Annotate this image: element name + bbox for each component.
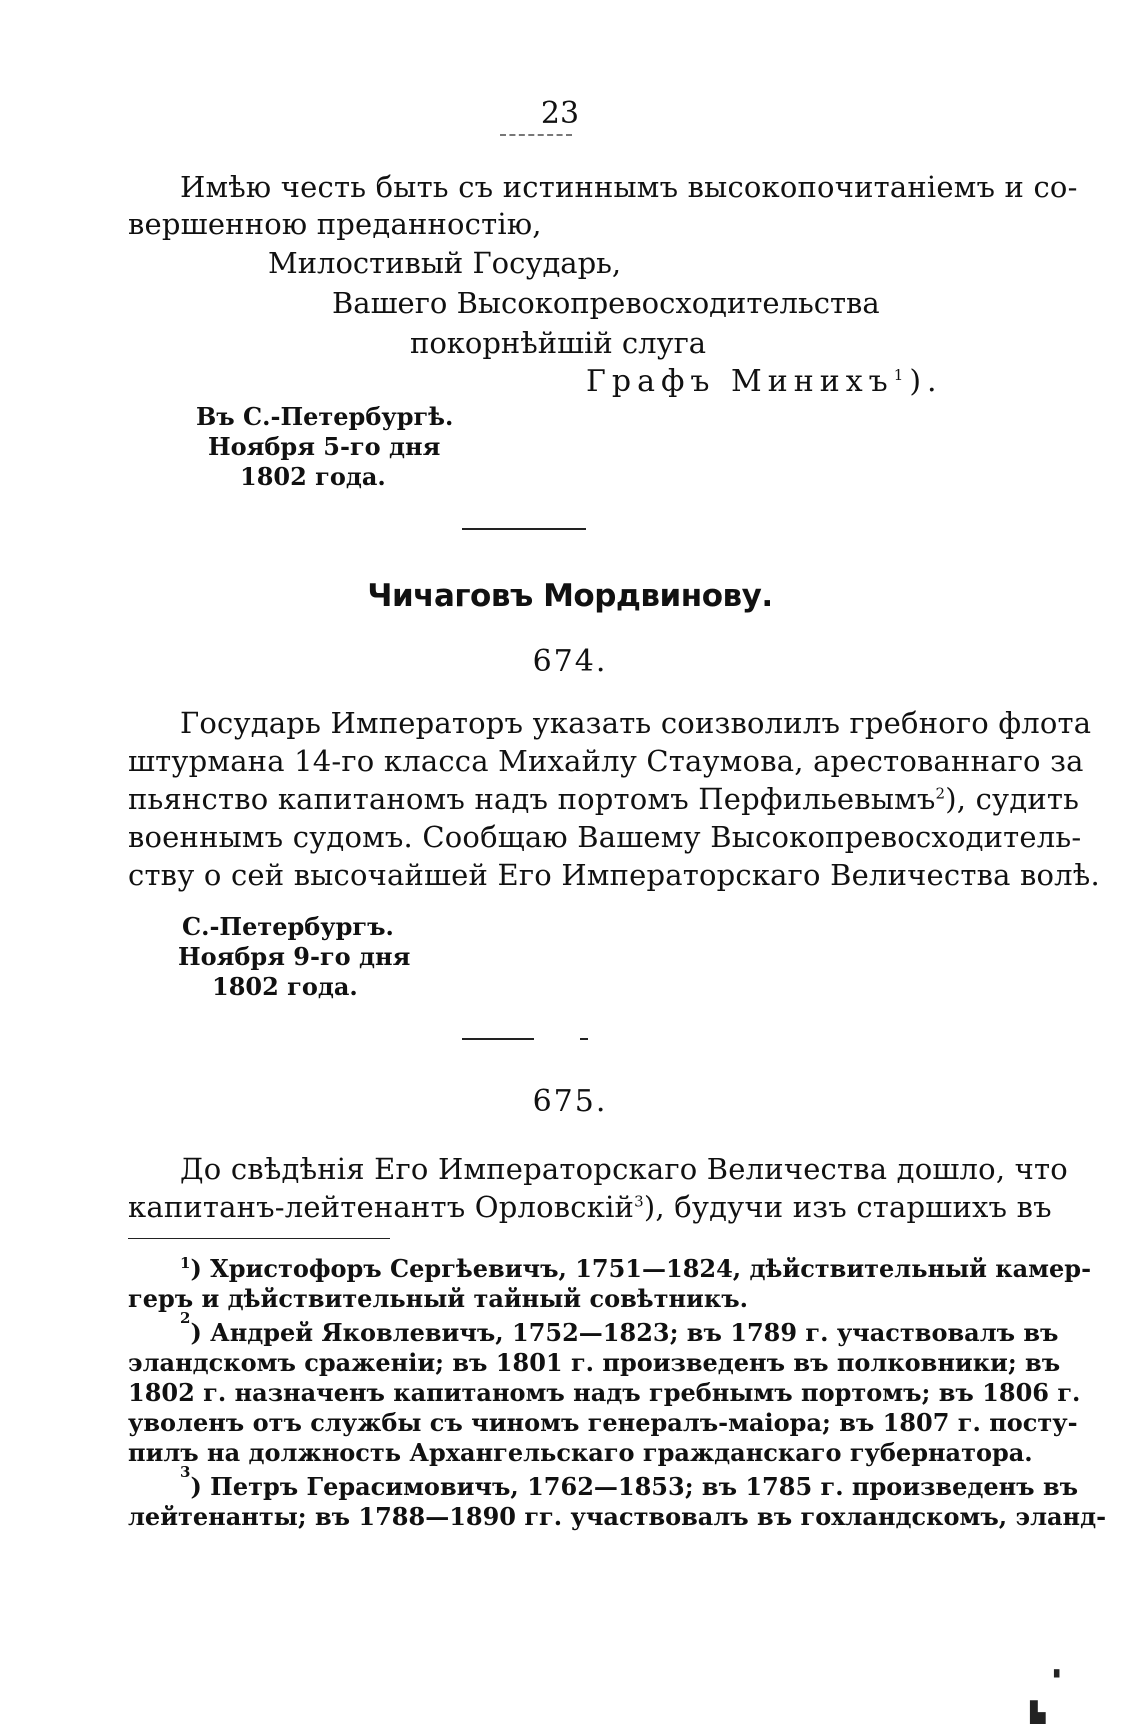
footnote-ref-3: 3: [634, 1192, 644, 1211]
doc-674-year: 1802 года.: [212, 972, 358, 1001]
letter1-line1: Имѣю честь быть съ истиннымъ высокопочитаніемъ и со-: [180, 170, 1078, 204]
footnote-2-line1-text: ) Андрей Яковлевичъ, 1752—1823; въ 1789 г. участвовалъ въ: [190, 1318, 1059, 1347]
section-divider-1: [462, 528, 586, 530]
footnote-1-line1-text: ) Христофоръ Сергѣевичъ, 1751—1824, дѣйствительный камер-: [190, 1254, 1092, 1283]
footnote-2-line2: эландскомъ сраженіи; въ 1801 г. произведенъ въ полковники; въ: [128, 1348, 1061, 1377]
letter1-year: 1802 года.: [240, 462, 386, 491]
letter1-excellency: Вашего Высокопревосходительства: [332, 286, 880, 320]
doc-674-line2: штурмана 14-го класса Михайлу Стаумова, арестованнаго за: [128, 744, 1084, 778]
footnote-2-line3: 1802 г. назначенъ капитаномъ надъ гребнымъ портомъ; въ 1806 г.: [128, 1378, 1081, 1407]
letter1-line2: вершенною преданностію,: [128, 207, 542, 241]
footnote-1-line2: геръ и дѣйствительный тайный совѣтникъ.: [128, 1284, 748, 1313]
footnote-1-marker: 1: [180, 1254, 191, 1272]
letter1-date: Ноября 5-го дня: [208, 432, 441, 461]
scan-mark-small: ▖: [1054, 1662, 1065, 1678]
doc-675-line2-text: капитанъ-лейтенантъ Орловскій: [128, 1190, 635, 1224]
letter1-servant: покорнѣйшій слуга: [410, 326, 707, 360]
doc-675-line2-lead: [128, 1190, 644, 1224]
page-number: 23: [540, 96, 580, 131]
letter-heading: Чичаговъ Мордвинову.: [367, 578, 773, 614]
letter1-signature-line: [586, 364, 943, 399]
doc-674-line3-post: ), судить: [945, 782, 1080, 816]
doc-674-line5: ству о сей высочайшей Его Императорскаго Величества волѣ.: [128, 858, 1100, 892]
letter1-signature-close: ).: [909, 364, 943, 399]
footnote-2-marker: 2: [180, 1309, 191, 1327]
footnote-2-line1: [180, 1309, 1059, 1347]
doc-675-number: 675.: [532, 1084, 608, 1119]
footnote-2-line4: уволенъ отъ службы съ чиномъ генералъ-маіора; въ 1807 г. посту-: [128, 1408, 1078, 1437]
section-divider-2-tail: [580, 1038, 588, 1040]
footnote-separator: [128, 1238, 390, 1239]
page-number-rule: [500, 134, 572, 136]
letter1-place: Въ С.-Петербургѣ.: [196, 402, 454, 431]
doc-674-line1: Государь Императоръ указать соизволилъ гребного флота: [180, 706, 1092, 740]
footnote-1-line1: [180, 1254, 1092, 1283]
doc-674-date: Ноября 9-го дня: [178, 942, 411, 971]
doc-674-line3: [128, 782, 1080, 816]
footnote-2-line5: пилъ на должность Архангельскаго гражданскаго губернатора.: [128, 1438, 1033, 1467]
doc-675-line1: До свѣдѣнія Его Императорскаго Величества дошло, что: [180, 1152, 1068, 1186]
doc-674-number: 674.: [532, 644, 608, 679]
section-divider-2: [462, 1038, 534, 1040]
footnote-3-line2: лейтенанты; въ 1788—1890 гг. участвовалъ въ гохландскомъ, эланд-: [128, 1502, 1107, 1531]
scan-mark-right: ▙: [1030, 1700, 1046, 1724]
footnote-3-line1-text: ) Петръ Герасимовичъ, 1762—1853; въ 1785 г. произведенъ въ: [190, 1472, 1079, 1501]
footnote-3-line1: [180, 1463, 1079, 1501]
doc-674-place: С.-Петербургъ.: [182, 912, 394, 941]
letter1-signature: Графъ Минихъ: [586, 364, 894, 399]
doc-675-line2-post: ), будучи изъ старшихъ въ: [643, 1190, 1052, 1224]
footnote-ref-2: 2: [935, 784, 946, 803]
doc-675-line2: [128, 1190, 1052, 1224]
footnote-3-marker: 3: [180, 1463, 191, 1481]
doc-674-line3-tail: [936, 782, 1080, 816]
doc-674-line3-text: пьянство капитаномъ надъ портомъ Перфильевымъ: [128, 782, 936, 816]
letter1-salutation: Милостивый Государь,: [268, 246, 622, 280]
doc-674-line4: военнымъ судомъ. Сообщаю Вашему Высокопревосходитель-: [128, 820, 1082, 854]
footnote-ref-1: 1: [893, 366, 910, 384]
